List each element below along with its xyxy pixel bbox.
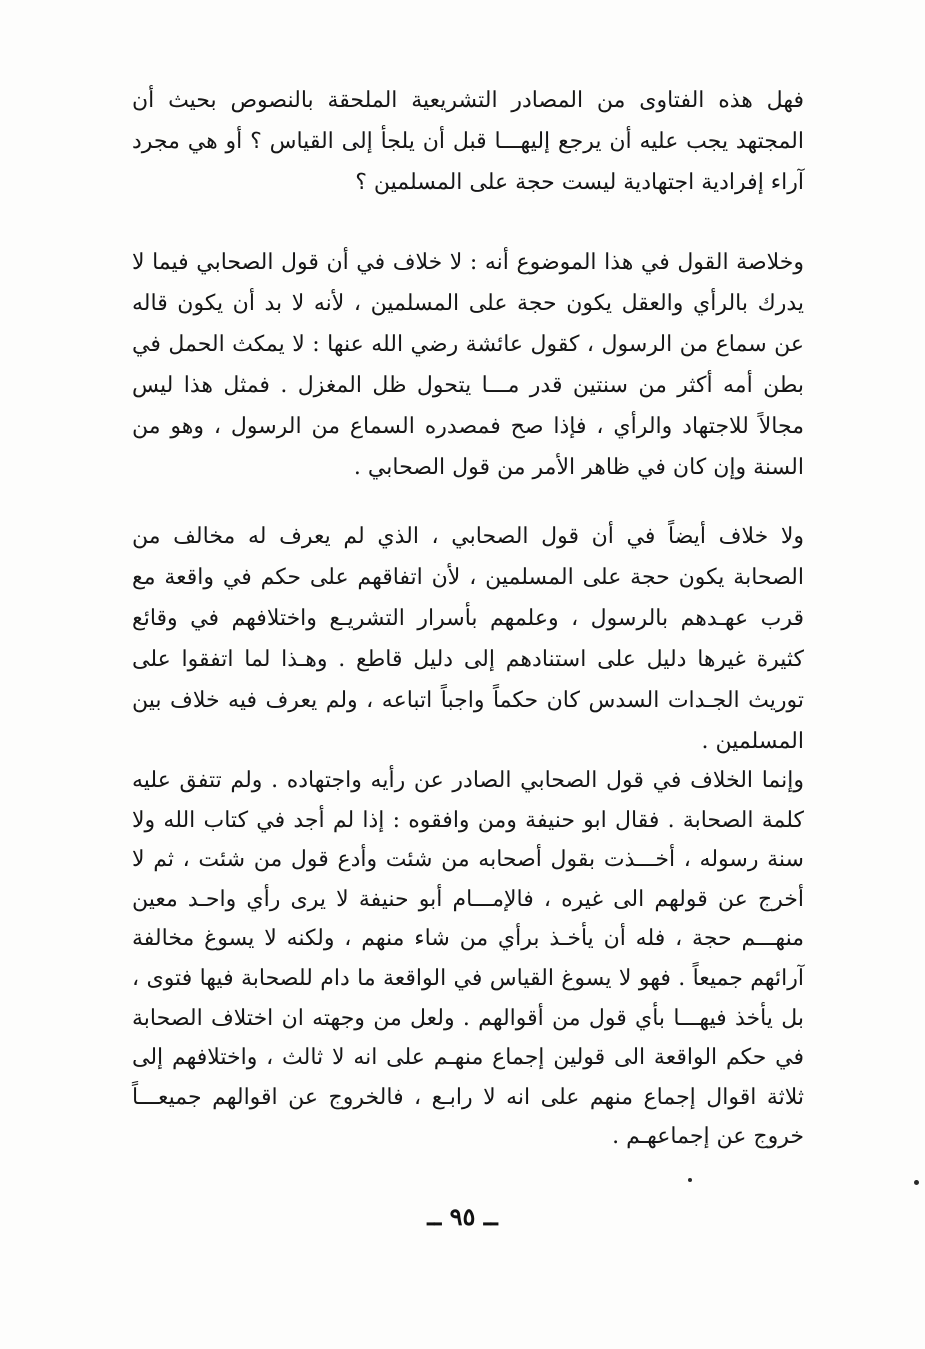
page-number: ــ ٩٥ ــ bbox=[427, 1202, 498, 1231]
paragraph-1-text: فهل هذه الفتاوى من المصادر التشريعية الملحقة بالنصوص بحيث أن المجتهد يجب عليه أن يرجع إليهـــا قبل أن يلجأ إلى القياس ؟ أو هي مجرد آراء إفرادية اجتهادية ليست حجة على المسلمين ؟ bbox=[132, 88, 804, 195]
paragraph-1 bbox=[132, 80, 804, 203]
paragraph-2-text: وخلاصة القول في هذا الموضوع أنه : لا خلاف في أن قول الصحابي فيما لا يدرك بالرأي والعقل يكون حجة على المسلمين ، لأنه لا بد أن يكون قاله عن سماع من الرسول ، كقول عائشة رضي الله عنها : لا يمكث الحمل في بطن أمه أكثر من سنتين قدر مـــا يتحول ظل المغزل . فمثل هذا ليس مجالاً للاجتهاد والرأي ، فإذا صح فمصدره السماع من الرسول ، وهو من السنة وإن كان في ظاهر الأمر من قول الصحابي . bbox=[132, 250, 804, 480]
scan-speck-2 bbox=[688, 1178, 692, 1182]
paragraph-2 bbox=[132, 242, 804, 488]
scan-speck-1 bbox=[914, 1180, 919, 1185]
paragraph-4-text: وإنما الخلاف في قول الصحابي الصادر عن رأيه واجتهاده . ولم تتفق عليه كلمة الصحابة . فقال ابو حنيفة ومن وافقوه : إذا لم أجد في كتاب الله ولا سنة رسوله ، أخـــذت بقول أصحابه من شئت وأدع قول من شئت ، ثم لا أخرج عن قولهم الى غيره ، فالإمـــام أبو حنيفة لا يرى رأي واحـد معين منهـــم حجة ، فله أن يأخـذ برأي من شاء منهم ، ولكنه لا يسوغ مخالفة آرائهم جميعاً . فهو لا يسوغ القياس في الواقعة ما دام للصحابة فيها فتوى ، بل يأخذ فيهـــا بأي قول من أقوالهم . ولعل من وجهته ان اختلاف الصحابة في حكم الواقعة الى قولين إجماع منهـم على انه لا ثالث ، واختلافهم إلى ثلاثة اقوال إجماع منهم على انه لا رابـع ، فالخروج عن اقوالهم جميعـــاً خروج عن إجماعهـم . bbox=[132, 768, 804, 1150]
paragraph-3-text: ولا خلاف أيضاً في أن قول الصحابي ، الذي لم يعرف له مخالف من الصحابة يكون حجة على المسلمين ، لأن اتفاقهم على حكم في واقعة مع قرب عهـدهم بالرسول ، وعلمهم بأسرار التشريـع واختلافهم في وقائع كثيرة غيرها دليل على استنادهم إلى دليل قاطع . وهـذا لما اتفقوا على توريث الجـدات السدس كان حكماً واجباً اتباعه ، ولم يعرف فيه خلاف بين المسلمين . bbox=[132, 524, 804, 754]
paragraph-4 bbox=[132, 761, 804, 1157]
paragraph-3 bbox=[132, 516, 804, 762]
